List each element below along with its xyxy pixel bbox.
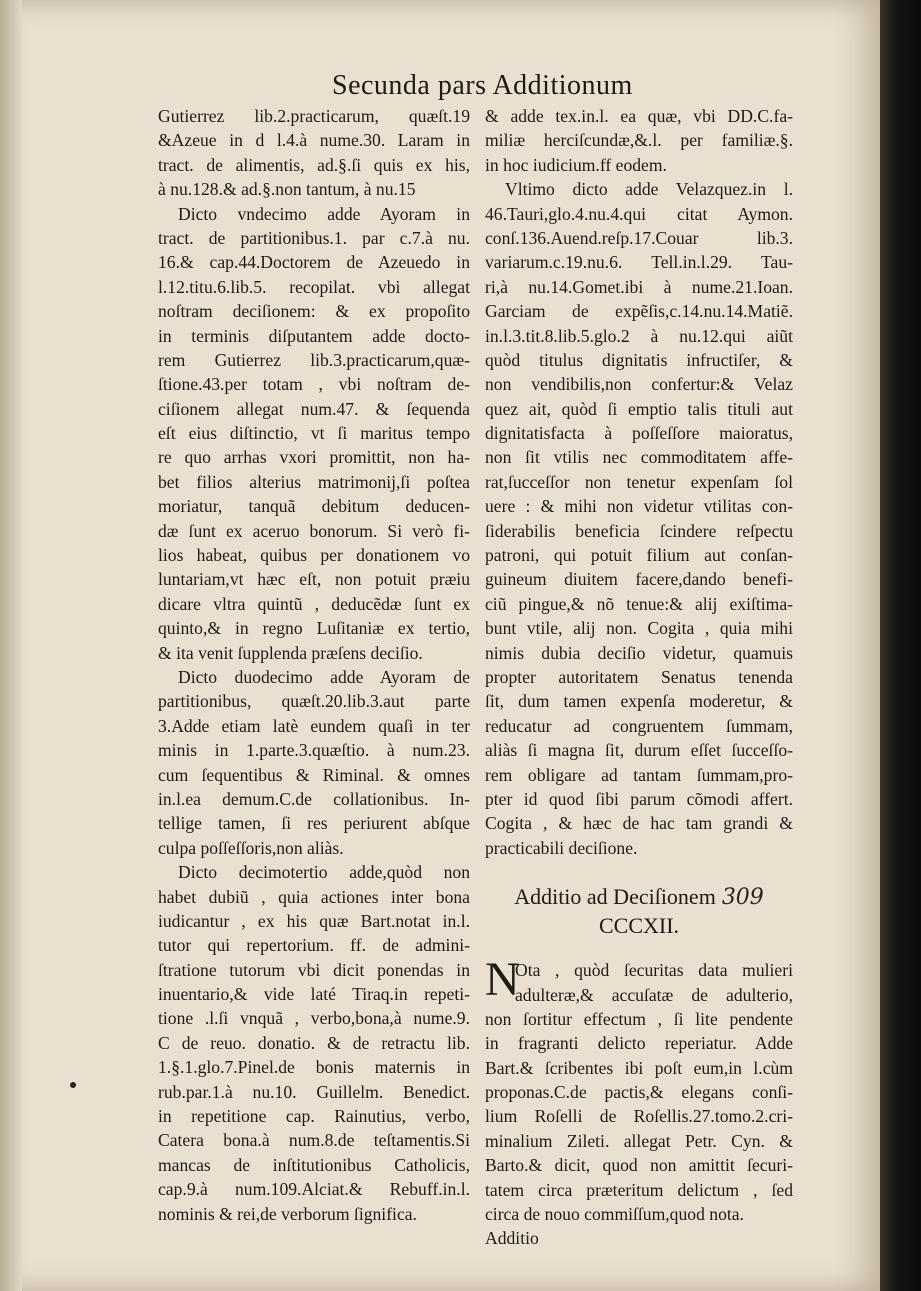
text-line: ſit, dum tamen expenſa moderetur, & (485, 691, 793, 712)
text-line: dicare vltra quintũ , deducẽdæ ſunt ex (158, 593, 470, 614)
text-line: conſ.136.Auend.reſp.17.Couar lib.3. (485, 227, 793, 248)
drop-cap: N (485, 953, 520, 1007)
text-line: culpa poſſeſſoris,non aliàs. (158, 837, 344, 858)
text-line: C de reuo. donatio. & de retractu lib. (158, 1032, 470, 1053)
text-line: &Azeue in d l.4.à nume.30. Laram in (158, 130, 470, 151)
text-line: rem obligare ad tantam ſummam,pro- (485, 764, 793, 785)
text-line: variarum.c.19.nu.6. Tell.in.l.29. Tau- (485, 252, 793, 273)
text-line: & adde tex.in.l. ea quæ, vbi DD.C.fa- (485, 106, 793, 126)
text-line: habet dubiũ , quia actiones inter bona (158, 886, 470, 907)
ink-spot (70, 1082, 76, 1088)
text-line: bunt vtile, alij non. Cogita , quia mihi (485, 618, 793, 639)
text-line: cap.9.à num.109.Alciat.& Rebuff.in.l. (158, 1179, 470, 1200)
text-line: propter autoritatem Senatus tenenda (485, 666, 793, 687)
text-line: ri,à nu.14.Gomet.ibi à nume.21.Ioan. (485, 276, 793, 297)
text-line: quòd titulus dignitatis infructiſer, & (485, 349, 793, 370)
text-line: tract. de alimentis, ad.§.ſi quis ex his, (158, 154, 470, 175)
text-line: 16.& cap.44.Doctorem de Azeuedo in (158, 252, 470, 273)
text-line: tione .l.ſi vnquã , verbo,bona,à nume.9. (158, 1008, 470, 1029)
text-line: ciũ pingue,& nõ tenue:& alij exiſtima- (485, 593, 793, 614)
text-line: re quo arrhas vxori promittit, non ha- (158, 447, 470, 468)
text-line: uere : & mihi non videtur vtilitas con- (485, 496, 793, 517)
text-line: rub.par.1.à nu.10. Guillelm. Benedict. (158, 1081, 470, 1102)
text-line: tatem circa præteritum delictum , ſed (485, 1179, 793, 1200)
running-head: Secunda pars Additionum (332, 70, 633, 101)
text-line: inuentario,& vide laté Tiraq.in repeti- (158, 984, 470, 1005)
text-line: bet filios alterius matrimonij,ſi poſtea (158, 471, 470, 492)
text-line: ciſionem allegat num.47. & ſequenda (158, 398, 470, 419)
section-heading-title: Additio ad Deciſionem (514, 884, 716, 910)
text-line: minalium Zileti. allegat Petr. Cyn. & (485, 1130, 793, 1151)
text-line: 3.Adde etiam latè eundem quaſi in ter (158, 715, 470, 736)
text-line: quez ait, quòd ſi emptio talis tituli aut (485, 398, 793, 419)
text-line: tract. de partitionibus.1. par c.7.à nu. (158, 227, 470, 248)
text-line: non ſortitur effectum , ſi lite pendente (485, 1008, 793, 1029)
section-body-text (485, 953, 793, 1226)
section-heading-number: CCCXII. (598, 913, 680, 939)
text-line: nimis dubia deciſio videtur, quamuis (485, 642, 793, 663)
text-line: patroni, qui potuit filium aut conſan- (485, 545, 793, 566)
text-line: in repetitione cap. Rainutius, verbo, (158, 1106, 470, 1127)
text-line: Dicto duodecimo adde Ayoram de (178, 666, 470, 687)
text-line: tellige tamen, ſi res periurent abſque (158, 813, 470, 834)
text-line: moriatur, tanquã debitum deducen- (158, 496, 470, 517)
text-line: ſtione.43.per totam , vbi noſtram de- (158, 374, 470, 395)
text-line: Vltimo dicto adde Velazquez.in l. (505, 179, 793, 200)
text-line: minis in 1.parte.3.quæſtio. à num.23. (158, 740, 470, 761)
text-line: guineum diuitem facere,dando benefi- (485, 569, 793, 590)
text-line: cum ſequentibus & Riminal. & omnes (158, 764, 470, 785)
page-edge-shadow (880, 0, 921, 1291)
text-line: lios habeat, quibus per donationem vo (158, 545, 470, 566)
text-line: 1.§.1.glo.7.Pinel.de bonis maternis in (158, 1057, 470, 1078)
text-line: Catera bona.à num.8.de teſtamentis.Si (158, 1130, 470, 1151)
text-line: Garciam de expẽſis,c.14.nu.14.Matiẽ. (485, 301, 793, 322)
text-line: nominis & rei,de verborum ſignifica. (158, 1203, 417, 1224)
catchword: Additio (485, 1228, 539, 1249)
right-column-text (485, 104, 793, 860)
page-gutter (0, 0, 22, 1291)
section-heading (485, 883, 793, 912)
text-line: eſt eius diſtinctio, vt ſi maritus tempo (158, 423, 470, 444)
right-column (485, 104, 793, 1251)
text-line: in fragranti delicto reperiatur. Adde (485, 1033, 793, 1054)
text-line: Gutierrez lib.2.practicarum, quæſt.19 (158, 106, 470, 126)
text-line: noſtram deciſionem: & ex propoſito (158, 301, 470, 322)
text-line: in.l.ea demum.C.de collationibus. In- (158, 788, 470, 809)
text-line: dæ ſunt ex aceruo bonorum. Si verò fi- (158, 520, 470, 541)
text-line: aliàs ſi magna ſit, durum eſſet ſucceſſo- (485, 740, 793, 761)
text-line: tutor qui repertorium. ff. de admini- (158, 935, 470, 956)
section-body (485, 953, 793, 1226)
text-line: à nu.128.& ad.§.non tantum, à nu.15 (158, 179, 416, 200)
text-line: in.l.3.tit.8.lib.5.glo.2 à nu.12.qui aiũt (485, 325, 793, 346)
text-line: reducatur ad congruentem ſummam, (485, 715, 793, 736)
text-line: 46.Tauri,glo.4.nu.4.qui citat Aymon. (485, 203, 793, 224)
text-line: luntariam,vt hæc eſt, non potuit præiu (158, 569, 470, 590)
text-line: Barto.& dicit, quod non amittit ſecuri- (485, 1155, 793, 1176)
text-line: Cogita , & hæc de hac tam grandi & (485, 813, 793, 834)
text-line: Ota , quòd ſecuritas data mulieri (515, 960, 793, 981)
text-line: Bart.& ſcribentes ibi poſt eum,in l.cùm (485, 1057, 793, 1078)
handwritten-number: 309 (721, 885, 764, 911)
text-line: non vendibilis,non confertur:& Velaz (485, 374, 793, 395)
text-line: mancas de inſtitutionibus Catholicis, (158, 1154, 470, 1175)
text-line: dignitatisfacta à poſſeſſore maioratus, (485, 423, 793, 444)
left-column (158, 104, 470, 1226)
text-line: partitionibus, quæſt.20.lib.3.aut parte (158, 691, 470, 712)
text-line: iudicantur , ex his quæ Bart.notat in.l. (158, 910, 470, 931)
text-line: & ita venit ſupplenda præſens deciſio. (158, 642, 423, 663)
text-line: Dicto decimotertio adde,quòd non (178, 862, 470, 883)
text-line: rem Gutierrez lib.3.practicarum,quæ- (158, 349, 470, 370)
text-line: proponas.C.de pactis,& elegans conſi- (485, 1082, 793, 1103)
text-line: rat,ſucceſſor non tenetur expenſam ſol (485, 471, 793, 492)
text-line: in terminis diſputantem adde docto- (158, 325, 470, 346)
text-line: ſtratione tutorum vbi dicit ponendas in (158, 959, 470, 980)
text-line: l.12.titu.6.lib.5. recopilat. vbi allegat (158, 276, 470, 297)
text-line: ſiderabilis beneficia ſcindere reſpectu (485, 520, 793, 541)
text-line: in hoc iudicium.ff eodem. (485, 154, 667, 175)
text-line: practicabili deciſione. (485, 837, 638, 858)
text-line: adulteræ,& accuſatæ de adulterio, (515, 984, 793, 1005)
text-line: miliæ herciſcundæ,&.l. per familiæ.§. (485, 130, 793, 151)
text-line: non ſit vtilis nec commoditatem affe- (485, 447, 793, 468)
text-line: Dicto vndecimo adde Ayoram in (178, 203, 470, 224)
text-line: pter id quod ſibi parum cõmodi affert. (485, 788, 793, 809)
text-line: lium Roſelli de Roſellis.27.tomo.2.cri- (485, 1106, 793, 1127)
text-line: quinto,& in regno Luſitaniæ ex tertio, (158, 618, 470, 639)
text-line: circa de nouo commiſſum,quod nota. (485, 1204, 744, 1225)
